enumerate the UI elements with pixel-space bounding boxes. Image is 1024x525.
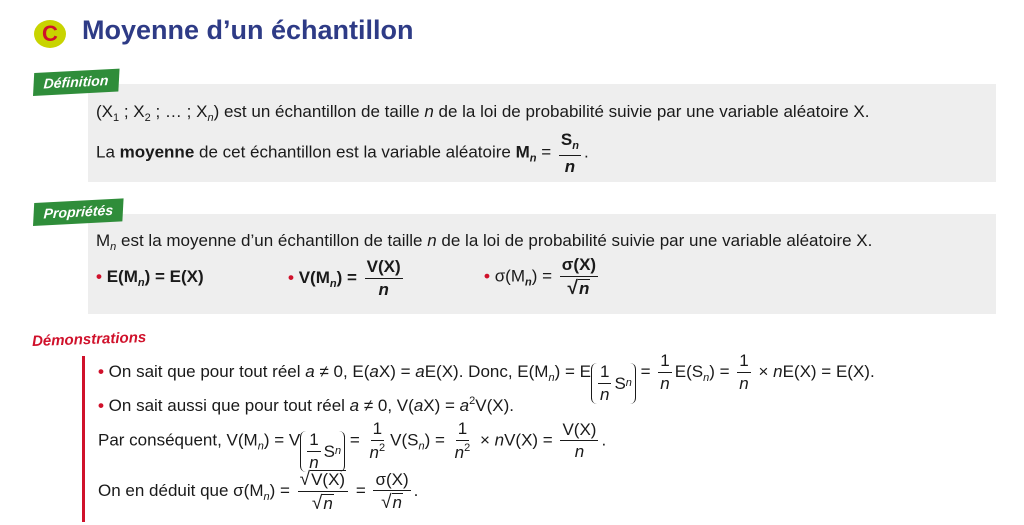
mean-fraction: $\frac{S_n}{n}$ <box>560 130 579 176</box>
demonstrations-bar <box>82 356 85 522</box>
property-expectation: • $E(M_n) = E(X)$ <box>96 267 204 289</box>
demo-line-3: Par conséquent, $V(M_n) = V$ $\frac{1}{n}$ S n = $\frac{1}{n^2}$ $V(S_n)$ = $\frac{1}{n^2}$ × nV(X) = $\frac{V(X)}{n}$ . <box>98 419 607 473</box>
definition-line-1: ($X_1$ ; $X_2$ ; … ; $X_n$) est un échantillon de taille n de la loi de probabilité suivie par une variable aléatoire X. <box>96 102 870 124</box>
definition-line-2: La moyenne de cet échantillon est la variable aléatoire $M_n$ = $\frac{S_n}{n}$ . <box>96 130 589 176</box>
section-badge: C <box>34 20 66 48</box>
page-title: Moyenne d’un échantillon <box>82 15 414 45</box>
demo-line-2: • On sait aussi que pour tout réel a ≠ 0, $V(aX) = a^2V(X)$. <box>98 395 514 415</box>
demo-line-1: • On sait que pour tout réel a ≠ 0, E(aX) = aE(X). Donc, $E(M_n) = E$ $\frac{1}{n}$ S n = $\frac{1}{n}$ $E(S_n)$ = $\frac{1}{n}$ × nE(X) = E(X). <box>98 351 875 404</box>
property-variance: • $V(M_n)$ = $\frac{V(X)}{n}$ <box>288 257 401 299</box>
properties-line-1: $M_n$ est la moyenne d’un échantillon de taille n de la loi de probabilité suivie par une variable aléatoire X. <box>96 231 873 253</box>
demonstrations-tag: Démonstrations <box>31 329 147 350</box>
definition-tag: Définition <box>33 69 119 96</box>
properties-tag: Propriétés <box>33 198 124 226</box>
demo-line-4: On en déduit que $\sigma(M_n)$ = √ V(X) √ n = σ(X) √ n . <box>98 469 419 514</box>
keyword-moyenne: moyenne <box>119 142 195 162</box>
property-std-dev: • $\sigma(M_n)$ = σ(X) √ n <box>484 255 597 299</box>
